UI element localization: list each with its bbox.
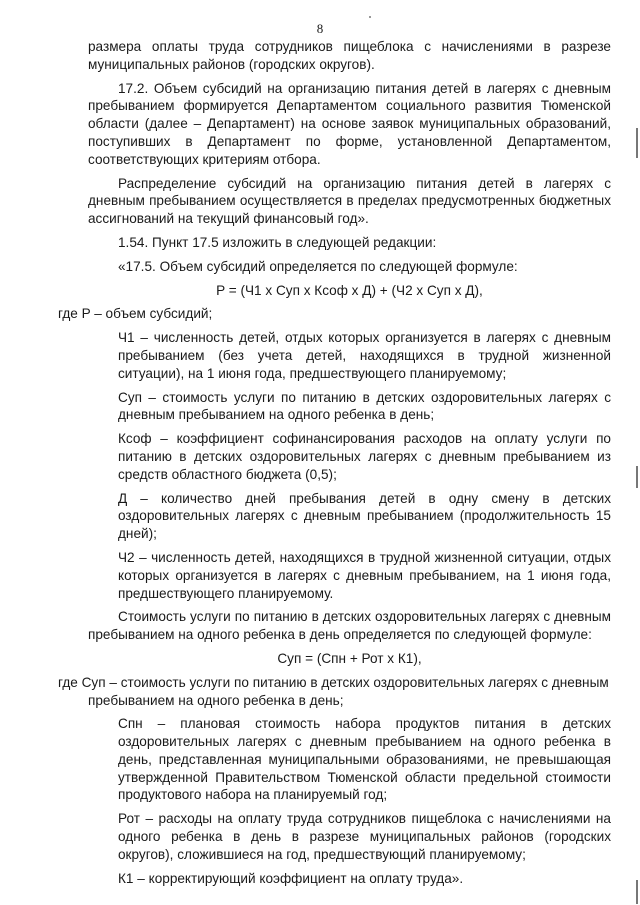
definition-d: Д – количество дней пребывания детей в одну смену в детских оздоровительных лагерях с дневным пребыванием (продолжительность 15 дней); (118, 490, 611, 542)
definition-ch2: Ч2 – численность детей, находящихся в трудной жизненной ситуации, отдых которых организуется в лагерях с дневным пребыванием, на 1 июня года, предшествующего планируемому. (118, 549, 611, 601)
formula-subsidy: P = (Ч1 x Суп x Ксоф x Д) + (Ч2 x Суп x Д), (216, 282, 483, 298)
scan-margin-mark (636, 466, 638, 488)
definition-rot: Рот – расходы на оплату труда сотрудников пищеблока с начислениями на одного ребенка в день в разрезе муниципальных районов (городских округов), сложившиеся на год, предшествующий планируемому; (118, 811, 611, 862)
paragraph-distribution: Распределение субсидий на организацию питания детей в лагерях с дневным пребыванием осуществляется в пределах предусмотренных бюджетных ассигнований на текущий финансовый год». (88, 175, 611, 227)
paragraph-service-cost: Стоимость услуги по питанию в детских оздоровительных лагерях с дневным пребыванием на одного ребенка в день определяется по следующей формуле: (88, 609, 611, 643)
definition-k1: К1 – корректирующий коэффициент на оплату труда». (118, 870, 464, 886)
definition-spn: Спн – плановая стоимость набора продуктов питания в детских оздоровительных лагерях с дневным пребыванием на одного ребенка в день, представленная муниципальными образованиями, не превышающая утвержденной Правительством Тюменской области предельной стоимости продуктового набора на планируемый год; (118, 716, 611, 803)
paragraph-17-2: 17.2. Объем субсидий на организацию питания детей в лагерях с дневным пребыванием формируется Департаментом социального развития Тюменской области (далее – Департамент) на основе заявок муниципальных образований, поступивших в Департамент по форме, установленной Департаментом, соответствующих критериям отбора. (88, 80, 611, 167)
definition-ch1: Ч1 – численность детей, отдых которых организуется в лагерях с дневным пребыванием (без учета детей, находящихся в трудной жизненной ситуации), на 1 июня года, предшествующего планируемому; (118, 330, 611, 381)
where-p: где P – объем субсидий; (58, 306, 213, 322)
formula-sup: Суп = (Спн + Рот x К1), (277, 650, 422, 666)
definition-ksof: Ксоф – коэффициент софинансирования расходов на оплату услуги по питанию в детских оздоровительных лагерях с дневным пребыванием из средств областного бюджета (0,5); (118, 431, 611, 482)
scan-speck (369, 16, 371, 18)
paragraph-continuation: размера оплаты труда сотрудников пищеблока с начислениями в разрезе муниципальных районов (городских округов). (88, 39, 611, 72)
page-number: 8 (316, 21, 324, 36)
paragraph-1-54: 1.54. Пункт 17.5 изложить в следующей редакции: (118, 234, 437, 250)
scan-margin-mark (636, 880, 638, 904)
scan-margin-mark (636, 128, 638, 158)
where-sup: где Суп – стоимость услуги по питанию в детских оздоровительных лагерях с дневным пребыванием на одного ребенка в день; (58, 674, 609, 708)
paragraph-17-5: «17.5. Объем субсидий определяется по следующей формуле: (118, 258, 518, 274)
definition-sup: Суп – стоимость услуги по питанию в детских оздоровительных лагерях с дневным пребыванием на одного ребенка в день; (118, 389, 611, 423)
document-body (58, 38, 611, 893)
